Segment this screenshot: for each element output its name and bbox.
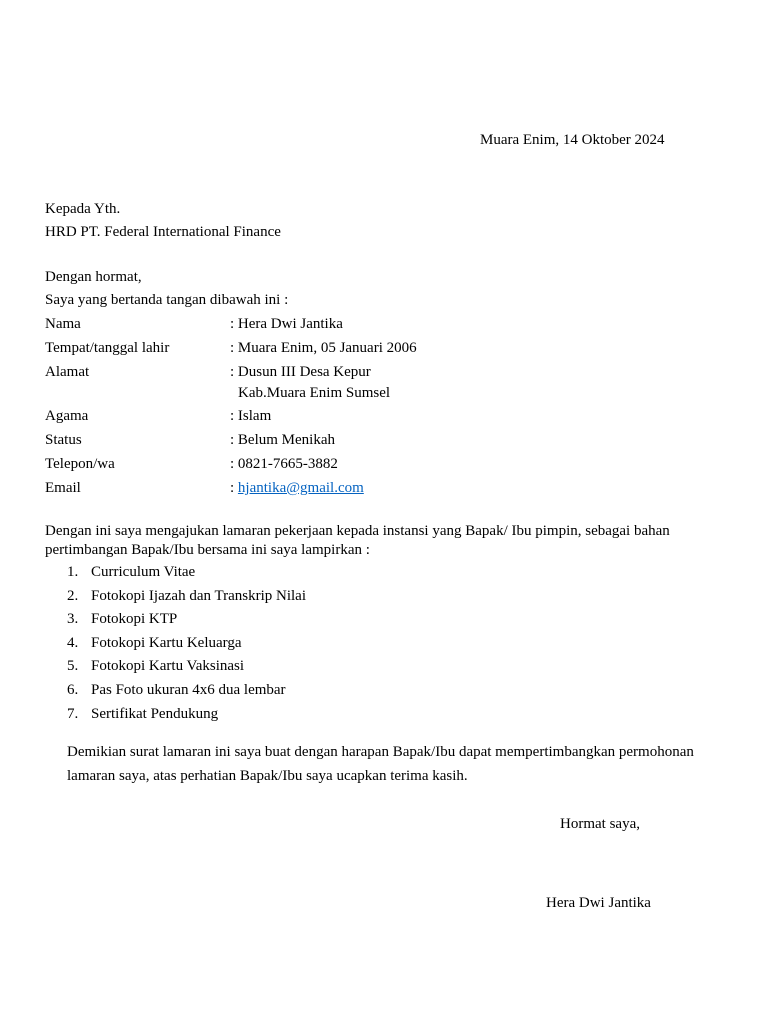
list-item-text: Fotokopi Kartu Vaksinasi bbox=[91, 658, 245, 674]
field-value-status: : Belum Menikah bbox=[230, 432, 335, 448]
list-item-number: 4. bbox=[67, 635, 79, 651]
signer-name: Hera Dwi Jantika bbox=[546, 895, 651, 911]
list-item-number: 7. bbox=[67, 706, 79, 722]
sign-off: Hormat saya, bbox=[560, 816, 640, 832]
field-label-nama: Nama bbox=[45, 316, 81, 332]
field-value-ttl: : Muara Enim, 05 Januari 2006 bbox=[230, 340, 417, 356]
field-label-telepon: Telepon/wa bbox=[45, 456, 115, 472]
field-value-nama: : Hera Dwi Jantika bbox=[230, 316, 343, 332]
field-label-email: Email bbox=[45, 480, 81, 496]
field-value-alamat-line2: Kab.Muara Enim Sumsel bbox=[238, 385, 391, 401]
list-item-text: Pas Foto ukuran 4x6 dua lembar bbox=[91, 682, 286, 698]
recipient-line-1: Kepada Yth. bbox=[45, 201, 121, 217]
recipient-line-2: HRD PT. Federal International Finance bbox=[45, 224, 281, 240]
field-label-ttl: Tempat/tanggal lahir bbox=[45, 340, 170, 356]
email-link[interactable]: hjantika@gmail.com bbox=[237, 480, 364, 496]
list-item-text: Curriculum Vitae bbox=[91, 564, 196, 580]
list-item-number: 3. bbox=[67, 611, 79, 627]
email-prefix: : bbox=[230, 480, 238, 496]
field-label-status: Status bbox=[45, 432, 82, 448]
list-item-text: Sertifikat Pendukung bbox=[91, 706, 219, 722]
list-item-number: 2. bbox=[67, 588, 79, 604]
list-item-text: Fotokopi Kartu Keluarga bbox=[91, 635, 242, 651]
paragraph-request: Dengan ini saya mengajukan lamaran pekerjaan kepada instansi yang Bapak/ Ibu pimpin, sebagai bahan pertimbangan Bapak/Ibu bersama ini saya lampirkan : bbox=[45, 523, 670, 558]
field-value-email bbox=[230, 481, 364, 496]
list-item-number: 6. bbox=[67, 682, 79, 698]
closing-paragraph-line-2: lamaran saya, atas perhatian Bapak/Ibu saya ucapkan terima kasih. bbox=[67, 768, 468, 784]
list-item-number: 1. bbox=[67, 564, 79, 580]
list-item-number: 5. bbox=[67, 658, 79, 674]
closing-paragraph-line-1: Demikian surat lamaran ini saya buat dengan harapan Bapak/Ibu dapat mempertimbangkan permohonan bbox=[67, 744, 694, 760]
field-label-agama: Agama bbox=[45, 408, 89, 424]
field-label-alamat: Alamat bbox=[45, 364, 90, 380]
field-value-telepon: : 0821-7665-3882 bbox=[230, 456, 338, 472]
list-item-text: Fotokopi KTP bbox=[91, 611, 178, 627]
list-item-text: Fotokopi Ijazah dan Transkrip Nilai bbox=[91, 588, 306, 604]
field-value-alamat: : Dusun III Desa Kepur bbox=[230, 364, 371, 380]
date-line: Muara Enim, 14 Oktober 2024 bbox=[480, 132, 665, 148]
intro-line: Saya yang bertanda tangan dibawah ini : bbox=[45, 292, 289, 308]
field-value-agama: : Islam bbox=[230, 408, 272, 424]
greeting: Dengan hormat, bbox=[45, 269, 142, 285]
